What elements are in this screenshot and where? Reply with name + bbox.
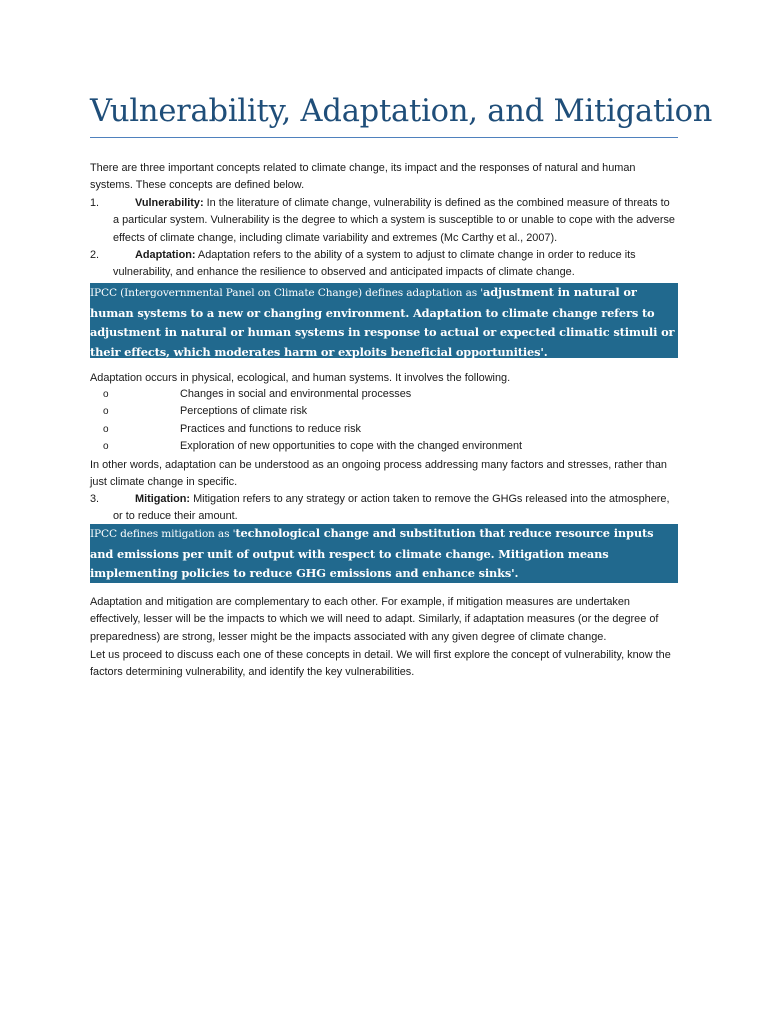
title-underline: [90, 137, 678, 138]
item-term: Mitigation:: [135, 493, 191, 505]
page-title: Vulnerability, Adaptation, and Mitigation: [90, 94, 713, 129]
item-number: 1.: [90, 197, 100, 209]
adaptation-occurs-paragraph: Adaptation occurs in physical, ecological, and human systems. It involves the following.: [90, 372, 511, 384]
item-term: Vulnerability:: [135, 197, 204, 209]
proceed-paragraph: Let us proceed to discuss each one of these concepts in detail. We will first explore the concept of vulnerability, know the factors determining vulnerability, and identify the key vulnerabilities.: [90, 649, 671, 679]
item-term: Adaptation:: [135, 249, 196, 261]
item-number: 3.: [90, 493, 100, 505]
bullet-text: Perceptions of climate risk: [180, 405, 308, 418]
callout-lead: IPCC (Intergovernmental Panel on Climate Change) defines adaptation as ': [90, 287, 483, 299]
adaptation-bullet-list: [90, 386, 678, 456]
list-item-adaptation: [90, 247, 678, 282]
item-text: Adaptation refers to the ability of a system to adjust to climate change in order to reduce its vulnerability, and enhance the resilience to observed and anticipated impacts of climate change.: [113, 249, 636, 279]
bullet-marker: o: [103, 406, 109, 418]
callout-quote: adjustment in natural or human systems to a new or changing environment. Adaptation to climate change refers to adjustment in natural or human systems in response to actual or expected climatic stimuli or their effects, which moderates harm or exploits beneficial opportunities'.: [90, 285, 675, 359]
mitigation-definition-callout: [90, 524, 678, 583]
intro-paragraph: There are three important concepts related to climate change, its impact and the responses of natural and human systems. These concepts are defined below.: [90, 162, 636, 192]
callout-quote: technological change and substitution that reduce resource inputs and emissions per unit of output with respect to climate change. Mitigation means implementing policies to reduce GHG emissions and enhance sinks'.: [90, 526, 654, 581]
list-item: [90, 386, 678, 403]
item-text: Mitigation refers to any strategy or action taken to remove the GHGs released into the atmosphere, or to reduce their amount.: [113, 493, 670, 523]
list-item: [90, 421, 678, 438]
bullet-text: Exploration of new opportunities to cope with the changed environment: [180, 440, 523, 453]
list-item: [90, 403, 678, 420]
bullet-marker: o: [103, 389, 109, 400]
list-item-mitigation: [90, 491, 678, 526]
item-text: In the literature of climate change, vulnerability is defined as the combined measure of threats to a particular system. Vulnerability is the degree to which a system is susceptible to or unable to cope with the adverse effects of climate change, including climate variability and extremes (Mc Carthy et al., 2007).: [113, 197, 675, 244]
list-item-vulnerability: [90, 195, 678, 247]
item-body: [90, 491, 678, 526]
bullet-text: Practices and functions to reduce risk: [180, 422, 361, 435]
adaptation-definition-callout: [90, 283, 678, 358]
callout-lead: IPCC defines mitigation as ': [90, 528, 236, 540]
list-item: [90, 438, 678, 455]
item-number: 2.: [90, 249, 100, 261]
item-body: [90, 195, 678, 247]
bullet-marker: o: [103, 423, 109, 435]
bullet-text: Changes in social and environmental processes: [180, 388, 412, 400]
bullet-marker: o: [103, 441, 109, 453]
complementary-paragraph: Adaptation and mitigation are complementary to each other. For example, if mitigation measures are undertaken effectively, lesser will be the impacts to which we will need to adapt. Similarly, if adaptation measures (or the degree of preparedness) are strong, lesser might be the impacts associated with any given degree of climate change.: [90, 596, 659, 643]
in-other-words-paragraph: In other words, adaptation can be understood as an ongoing process addressing many factors and stresses, rather than just climate change in specific.: [90, 459, 667, 489]
item-body: [90, 247, 678, 282]
